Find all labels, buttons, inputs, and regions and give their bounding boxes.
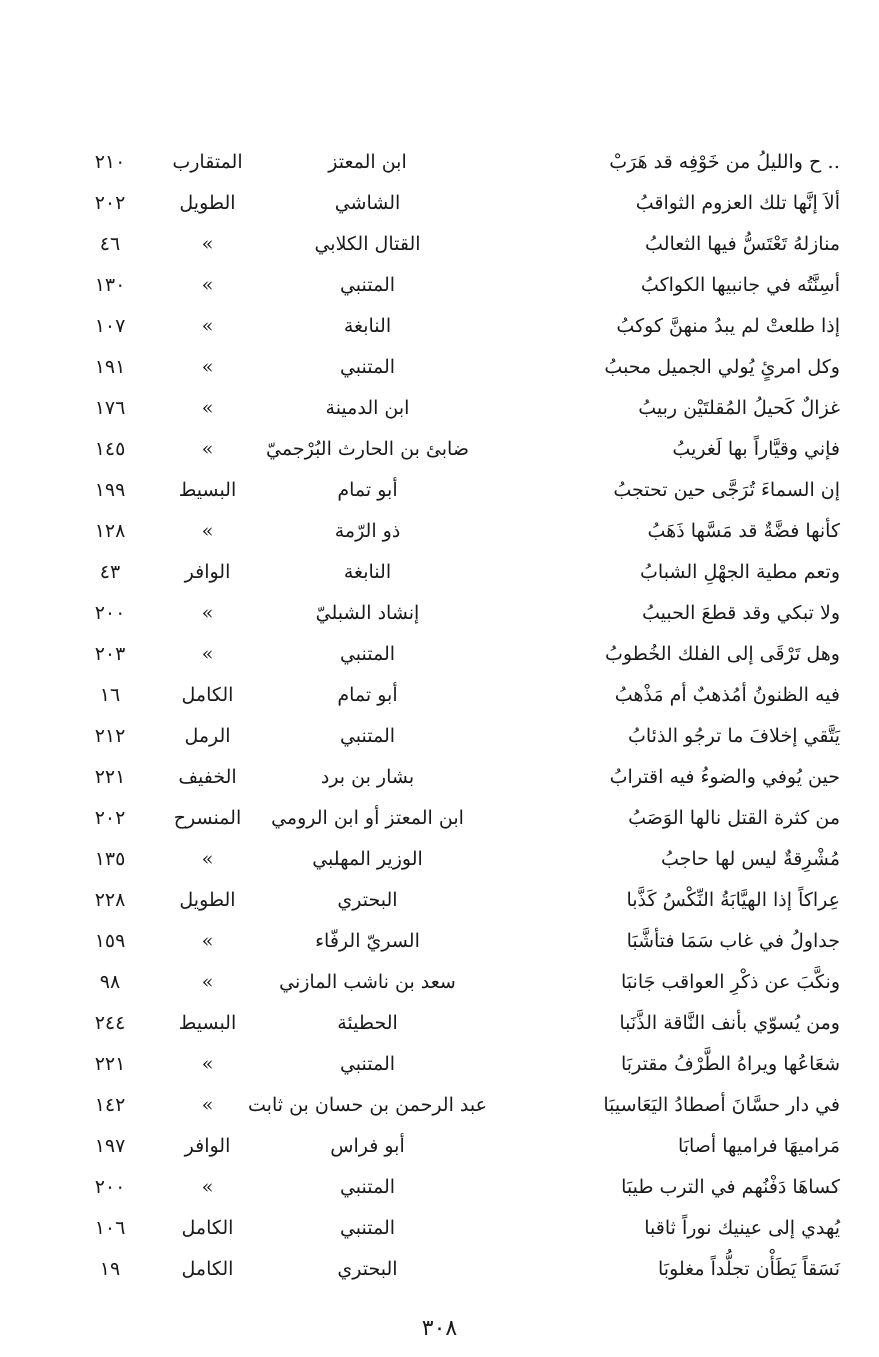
index-row	[40, 142, 840, 183]
verse-text: نَسَقاً يَطَأْن تجلُّداً مغلوبَا	[658, 1258, 840, 1280]
meter-name: الوافر	[184, 1135, 231, 1157]
index-row	[40, 1126, 840, 1167]
page-ref: ١٠٦	[94, 1217, 126, 1239]
page-ref: ١٧٦	[94, 397, 126, 419]
verse-index-table	[40, 142, 840, 1290]
index-row	[40, 470, 840, 511]
poet-name: البحتري	[337, 889, 398, 911]
verse-text: جداولُ في غاب سَمَا فتأشَّبَا	[626, 930, 840, 952]
poet-name: ابن المعتز	[328, 151, 407, 173]
poet-name: الشاشي	[334, 192, 401, 214]
page-ref: ١٢٨	[94, 520, 126, 542]
index-row	[40, 1249, 840, 1290]
page-ref: ٢٠٢	[94, 192, 126, 214]
meter-name: »	[201, 438, 214, 460]
verse-text: في دار حسَّانَ أصطادُ اليَعَاسيبَا	[603, 1094, 840, 1116]
meter-name: »	[201, 1053, 214, 1075]
meter-name: الوافر	[184, 561, 231, 583]
page-ref: ٤٦	[99, 233, 121, 255]
poet-name: المتنبي	[339, 356, 396, 378]
verse-text: من كثرة القتل نالها الوَصَبُ	[628, 807, 840, 829]
meter-name: الخفيف	[178, 766, 237, 788]
meter-name: »	[201, 274, 214, 296]
meter-name: »	[201, 971, 214, 993]
index-row	[40, 429, 840, 470]
verse-text: ألاَ إنَّها تلك العزوم الثواقبُ	[635, 192, 840, 214]
poet-name: الحطيئة	[337, 1012, 398, 1034]
meter-name: البسيط	[178, 1012, 237, 1034]
poet-name: المتنبي	[339, 1176, 396, 1198]
page-ref: ١٤٥	[94, 438, 126, 460]
poet-name: النابغة	[343, 315, 392, 337]
meter-name: المتقارب	[172, 151, 243, 173]
page-ref: ١٣٠	[94, 274, 126, 296]
verse-text: ونكَّبَ عن ذكْرِ العواقب جَانبَا	[621, 971, 840, 993]
page-ref: ١٣٥	[94, 848, 126, 870]
verse-text: فإني وقيَّاراً بها لَغريبُ	[672, 438, 840, 460]
index-row	[40, 1003, 840, 1044]
index-row	[40, 1167, 840, 1208]
meter-name: »	[201, 356, 214, 378]
index-row	[40, 224, 840, 265]
meter-name: الكامل	[181, 684, 234, 706]
meter-name: الرمل	[184, 725, 231, 747]
index-row	[40, 798, 840, 839]
page-ref: ١٥٩	[94, 930, 126, 952]
page-ref: ١٩١	[94, 356, 126, 378]
page-ref: ١٠٧	[94, 315, 126, 337]
page-ref: ٢٢٨	[94, 889, 126, 911]
poet-name: عبد الرحمن بن حسان بن ثابت	[248, 1094, 487, 1116]
page-ref: ١٩	[99, 1258, 121, 1280]
page-ref: ٢٠٠	[94, 1176, 126, 1198]
page-number: ٣٠٨	[421, 1316, 458, 1341]
index-row	[40, 183, 840, 224]
page-ref: ٤٣	[99, 561, 121, 583]
meter-name: الطويل	[179, 192, 236, 214]
verse-text: غزالٌ كَحيلُ المُقلتَيْن ربيبُ	[638, 397, 840, 419]
poet-name: ذو الرّمة	[334, 520, 401, 542]
index-row	[40, 921, 840, 962]
verse-text: أسِنَّتُه في جانبيها الكواكبُ	[640, 274, 840, 296]
index-row	[40, 347, 840, 388]
page-ref: ٢٤٤	[94, 1012, 126, 1034]
meter-name: الكامل	[181, 1217, 234, 1239]
meter-name: »	[201, 233, 214, 255]
poet-name: المتنبي	[339, 1217, 396, 1239]
index-row	[40, 1208, 840, 1249]
verse-text: وتعم مطية الجهْلِ الشبابُ	[640, 561, 840, 583]
poet-name: السريّ الرفّاء	[315, 930, 420, 952]
verse-text: وهل تَرْقَى إلى الفلك الخُطوبُ	[605, 643, 840, 665]
poet-name: الوزير المهلبي	[312, 848, 423, 870]
page-ref: ١٤٢	[94, 1094, 126, 1116]
verse-text: ‥ ح والليلُ من خَوْفِه قد هَرَبْ	[609, 151, 840, 173]
index-row	[40, 716, 840, 757]
index-row	[40, 265, 840, 306]
verse-text: شعَاعُها ويراهُ الطَّرْفُ مقتربَا	[621, 1053, 840, 1075]
poet-name: إنشاد الشبليّ	[315, 602, 420, 624]
meter-name: المنسرح	[173, 807, 242, 829]
page-ref: ٢١٠	[94, 151, 126, 173]
verse-text: إذا طلعتْ لم يبدُ منهنَّ كوكبُ	[616, 315, 840, 337]
page-ref: ١٦	[99, 684, 121, 706]
page-ref: ١٩٧	[94, 1135, 126, 1157]
index-row	[40, 757, 840, 798]
page-ref: ٢٠٠	[94, 602, 126, 624]
poet-name: ابن المعتز أو ابن الرومي	[271, 807, 464, 829]
meter-name: »	[201, 602, 214, 624]
poet-name: أبو فراس	[330, 1135, 405, 1157]
page-ref: ٢٠٣	[94, 643, 126, 665]
poet-name: النابغة	[343, 561, 392, 583]
poet-name: أبو تمام	[337, 479, 398, 501]
page-ref: ٢٢١	[94, 766, 126, 788]
poet-name: البحتري	[337, 1258, 398, 1280]
poet-name: سعد بن ناشب المازني	[279, 971, 456, 993]
verse-text: كأنها فضَّةٌ قد مَسَّها ذَهَبُ	[647, 520, 840, 542]
verse-text: ولا تبكي وقد قطعَ الحبيبُ	[642, 602, 840, 624]
poet-name: المتنبي	[339, 725, 396, 747]
meter-name: »	[201, 520, 214, 542]
verse-text: منازلهُ تَعْتَسُّ فيها الثعالبُ	[645, 233, 840, 255]
poet-name: المتنبي	[339, 643, 396, 665]
page-ref: ٩٨	[99, 971, 121, 993]
verse-text: وكل امرئٍ يُولي الجميل محببُ	[604, 356, 840, 378]
index-row	[40, 962, 840, 1003]
meter-name: البسيط	[178, 479, 237, 501]
meter-name: »	[201, 1094, 214, 1116]
poet-name: ضابئ بن الحارث البُرْجميّ	[266, 438, 469, 460]
index-row	[40, 552, 840, 593]
poet-name: ابن الدمينة	[325, 397, 410, 419]
meter-name: »	[201, 848, 214, 870]
verse-text: يُهدي إلى عينيك نوراً ثاقبا	[644, 1217, 840, 1239]
verse-text: عِراكاً إذا الهيَّابَةُ النِّكْسُ كَذَّبا	[626, 889, 840, 911]
page-ref: ١٩٩	[94, 479, 126, 501]
verse-text: يَتَّقي إخلافَ ما ترجُو الذئابُ	[628, 725, 840, 747]
page-ref: ٢٢١	[94, 1053, 126, 1075]
meter-name: »	[201, 397, 214, 419]
index-row	[40, 634, 840, 675]
verse-text: فيه الظنونُ أمُذهبٌ أم مَذْهبُ	[614, 684, 840, 706]
meter-name: الكامل	[181, 1258, 234, 1280]
meter-name: »	[201, 315, 214, 337]
index-row	[40, 511, 840, 552]
index-row	[40, 839, 840, 880]
index-row	[40, 593, 840, 634]
poet-name: القتال الكلابي	[314, 233, 421, 255]
verse-text: مَراميهَا فراميها أصابَا	[677, 1135, 840, 1157]
index-row	[40, 1085, 840, 1126]
meter-name: »	[201, 930, 214, 952]
page-ref: ٢٠٢	[94, 807, 126, 829]
verse-text: مُشْرِقةٌ ليس لها حاجبُ	[660, 848, 840, 870]
verse-text: إن السماءَ تُرَجَّى حين تحتجبُ	[613, 479, 840, 501]
verse-text: ومن يُسوّي بأنف النَّاقة الذَّنَبا	[619, 1012, 840, 1034]
index-row	[40, 880, 840, 921]
verse-text: حين يُوفي والضوءُ فيه اقترابُ	[609, 766, 840, 788]
index-row	[40, 306, 840, 347]
poet-name: بشار بن برد	[320, 766, 415, 788]
poet-name: المتنبي	[339, 1053, 396, 1075]
poet-name: المتنبي	[339, 274, 396, 296]
index-row	[40, 388, 840, 429]
index-row	[40, 675, 840, 716]
meter-name: »	[201, 643, 214, 665]
page-ref: ٢١٢	[94, 725, 126, 747]
meter-name: الطويل	[179, 889, 236, 911]
index-row	[40, 1044, 840, 1085]
poet-name: أبو تمام	[337, 684, 398, 706]
verse-text: كساهَا دَفْنُهم في الترب طيبَا	[621, 1176, 840, 1198]
meter-name: »	[201, 1176, 214, 1198]
